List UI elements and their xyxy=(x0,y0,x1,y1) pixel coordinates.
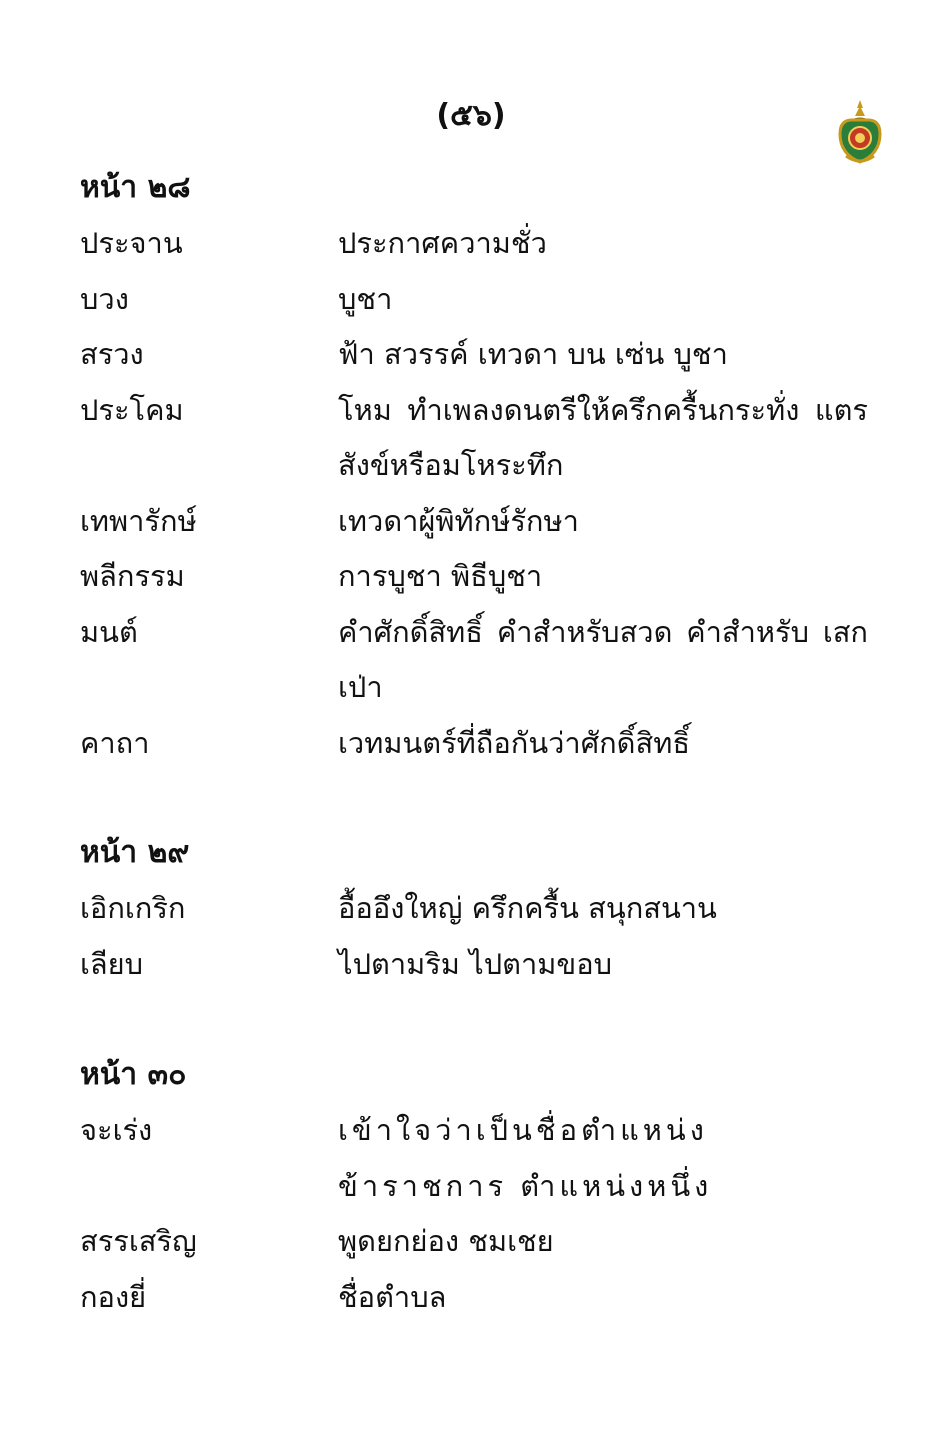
glossary-definition: บูชา xyxy=(338,281,393,316)
ministry-of-education-emblem-icon xyxy=(834,98,886,166)
glossary-entry xyxy=(80,272,880,328)
glossary-definition: การบูชา พิธีบูชา xyxy=(338,559,543,593)
glossary-term: บวง xyxy=(80,281,129,316)
section-page-28 xyxy=(80,160,880,771)
glossary-definition: อื้ออึงใหญ่ ครึกครื้น สนุกสนาน xyxy=(338,891,717,925)
glossary-entry xyxy=(80,881,880,937)
glossary-entry xyxy=(80,1103,880,1214)
glossary-entry xyxy=(80,549,880,605)
glossary-definition: โหม ทำเพลงดนตรีให้ครึกครื้นกระทั่ง แตรสังข์หรือมโหระทึก xyxy=(338,392,868,482)
glossary-term: สรรเสริญ xyxy=(80,1224,197,1258)
section-heading: หน้า ๒๘ xyxy=(80,170,191,205)
glossary-term: จะเร่ง xyxy=(80,1113,153,1147)
glossary-term: เลียบ xyxy=(80,946,144,981)
glossary-entry xyxy=(80,716,880,772)
glossary-entry xyxy=(80,605,880,716)
glossary-definition: ฟ้า สวรรค์ เทวดา บน เซ่น บูชา xyxy=(338,337,728,371)
glossary-term: เอิกเกริก xyxy=(80,891,186,925)
glossary-term: เทพารักษ์ xyxy=(80,503,197,538)
glossary-entry xyxy=(80,383,880,494)
glossary-definition: เวทมนตร์ที่ถือกันว่าศักดิ์สิทธิ์ xyxy=(338,725,691,760)
glossary-term: สรวง xyxy=(80,337,144,371)
glossary-entry xyxy=(80,327,880,383)
glossary-term: ประจาน xyxy=(80,226,183,260)
glossary-definition: เทวดาผู้พิทักษ์รักษา xyxy=(338,503,579,538)
glossary-entry xyxy=(80,937,880,993)
glossary-definition: เข้าใจว่าเป็นชื่อตำแหน่งข้าราชการ ตำแหน่งหนึ่ง xyxy=(338,1113,713,1203)
glossary-entry xyxy=(80,1270,880,1326)
glossary-term: มนต์ xyxy=(80,614,138,649)
glossary-definition: ชื่อตำบล xyxy=(338,1279,447,1314)
section-page-30 xyxy=(80,1047,880,1325)
glossary-entry xyxy=(80,1214,880,1270)
glossary-term: ประโคม xyxy=(80,392,184,427)
section-page-29 xyxy=(80,825,880,992)
section-heading: หน้า ๒๙ xyxy=(80,835,190,870)
glossary-term: คาถา xyxy=(80,725,150,760)
glossary-entry xyxy=(80,216,880,272)
glossary-entry xyxy=(80,494,880,550)
glossary-definition: คำศักดิ์สิทธิ์ คำสำหรับสวด คำสำหรับ เสกเป่า xyxy=(338,614,868,704)
glossary-definition: ประกาศความชั่ว xyxy=(338,226,547,260)
glossary-definition: พูดยกย่อง ชมเชย xyxy=(338,1224,554,1258)
page-number: (๕๖) xyxy=(436,98,506,133)
glossary-definition: ไปตามริม ไปตามขอบ xyxy=(338,946,613,981)
section-heading: หน้า ๓๐ xyxy=(80,1057,187,1092)
glossary-term: กองยี่ xyxy=(80,1279,147,1314)
glossary-term: พลีกรรม xyxy=(80,559,185,593)
